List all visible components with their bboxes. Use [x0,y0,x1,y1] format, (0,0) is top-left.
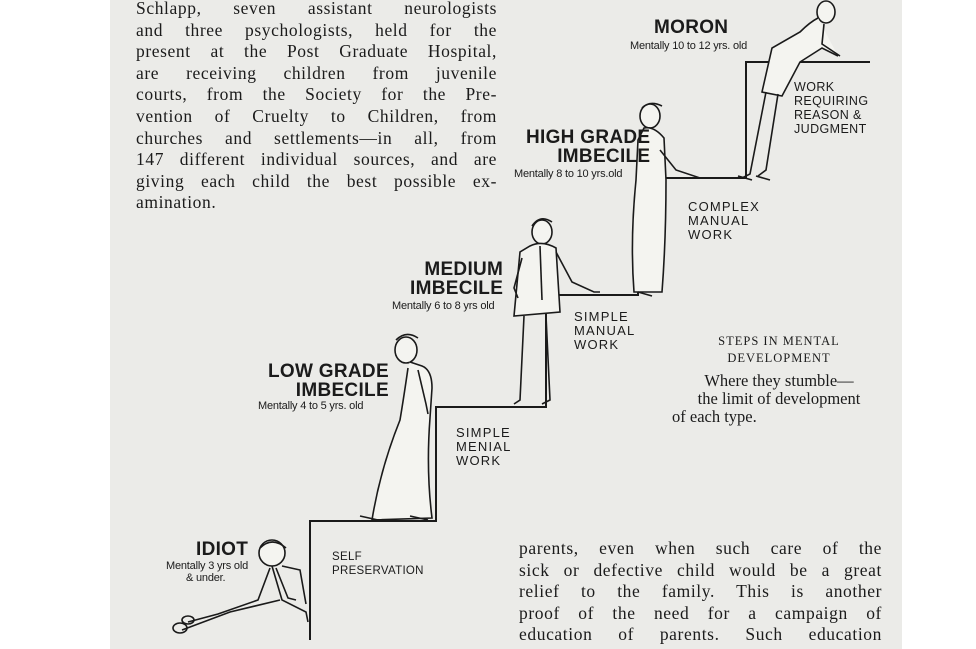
caption-body: of each type. [672,407,757,426]
low-grade-age: Mentally 4 to 5 yrs. old [258,400,364,412]
work-line: REQUIRING [794,94,869,108]
text-line: are receiving children from juvenile [136,62,497,83]
medium-age: Mentally 6 to 8 yrs old [392,300,495,312]
text-line: 147 different individual sources, and are [136,149,497,170]
text-line: present at the Post Graduate Hospital, [136,41,497,62]
work-line: MANUAL [688,213,750,228]
text-line: education of parents. Such education [519,624,882,645]
text-line: proof of the need for a campaign of [519,602,882,623]
age-line: Mentally 3 yrs old [166,560,248,572]
work-line: WORK [456,453,502,468]
work-line: WORK [574,337,620,352]
text-line: churches and settlements—in all, from [136,127,497,148]
text-line: vention of Cruelty to Children, from [136,105,497,126]
text-line: and three psychologists, held for the [136,19,497,40]
title-line: HIGH GRADE [526,127,651,148]
work-line: MENIAL [456,439,512,454]
idiot-title: IDIOT [196,539,249,560]
moron-age: Mentally 10 to 12 yrs. old [630,40,748,52]
idiot-work [332,550,424,578]
moron-title: MORON [654,17,729,38]
high-grade-work [688,200,760,242]
low-grade-work [456,426,512,468]
text-line: amination. [136,192,217,213]
work-line: REASON & [794,108,862,122]
medium-work [574,310,635,352]
idiot-age [166,560,248,584]
text-line: giving each child the best possible ex- [136,170,497,191]
work-line: MANUAL [574,323,636,338]
paragraph-bottom [519,538,882,646]
text-line: sick or defective child would be a great [519,559,882,580]
work-line: COMPLEX [688,199,760,214]
high-grade-age: Mentally 8 to 10 yrs.old [514,168,623,180]
moron-work [794,80,868,136]
work-line: JUDGMENT [794,122,867,136]
low-grade-title [268,362,389,400]
title-line: IMBECILE [557,146,651,167]
medium-title [410,260,503,298]
age-line: & under. [186,572,226,584]
paragraph-top [136,0,497,214]
caption-body: Where they stumble— [704,371,854,390]
text-line: courts, from the Society for the Pre- [136,84,497,105]
title-line: LOW GRADE [268,361,389,382]
work-line: PRESERVATION [332,565,424,577]
work-line: SIMPLE [456,425,511,440]
title-line: IMBECILE [410,278,504,299]
work-line: SELF [332,551,362,563]
caption-body: the limit of development [697,389,861,408]
work-line: WORK [794,80,835,94]
high-grade-title [526,128,650,166]
work-line: WORK [688,227,734,242]
work-line: SIMPLE [574,309,629,324]
figure-caption [668,334,890,426]
title-line: IMBECILE [295,380,389,401]
text-line: Schlapp, seven assistant neurologists [136,0,497,18]
caption-heading: STEPS IN MENTAL [718,334,840,348]
text-line: parents, even when such care of the [519,538,882,558]
document-page [110,0,902,649]
text-line: relief to the family. This is another [519,581,882,602]
title-line: MEDIUM [424,259,504,280]
caption-heading: DEVELOPMENT [727,351,831,365]
